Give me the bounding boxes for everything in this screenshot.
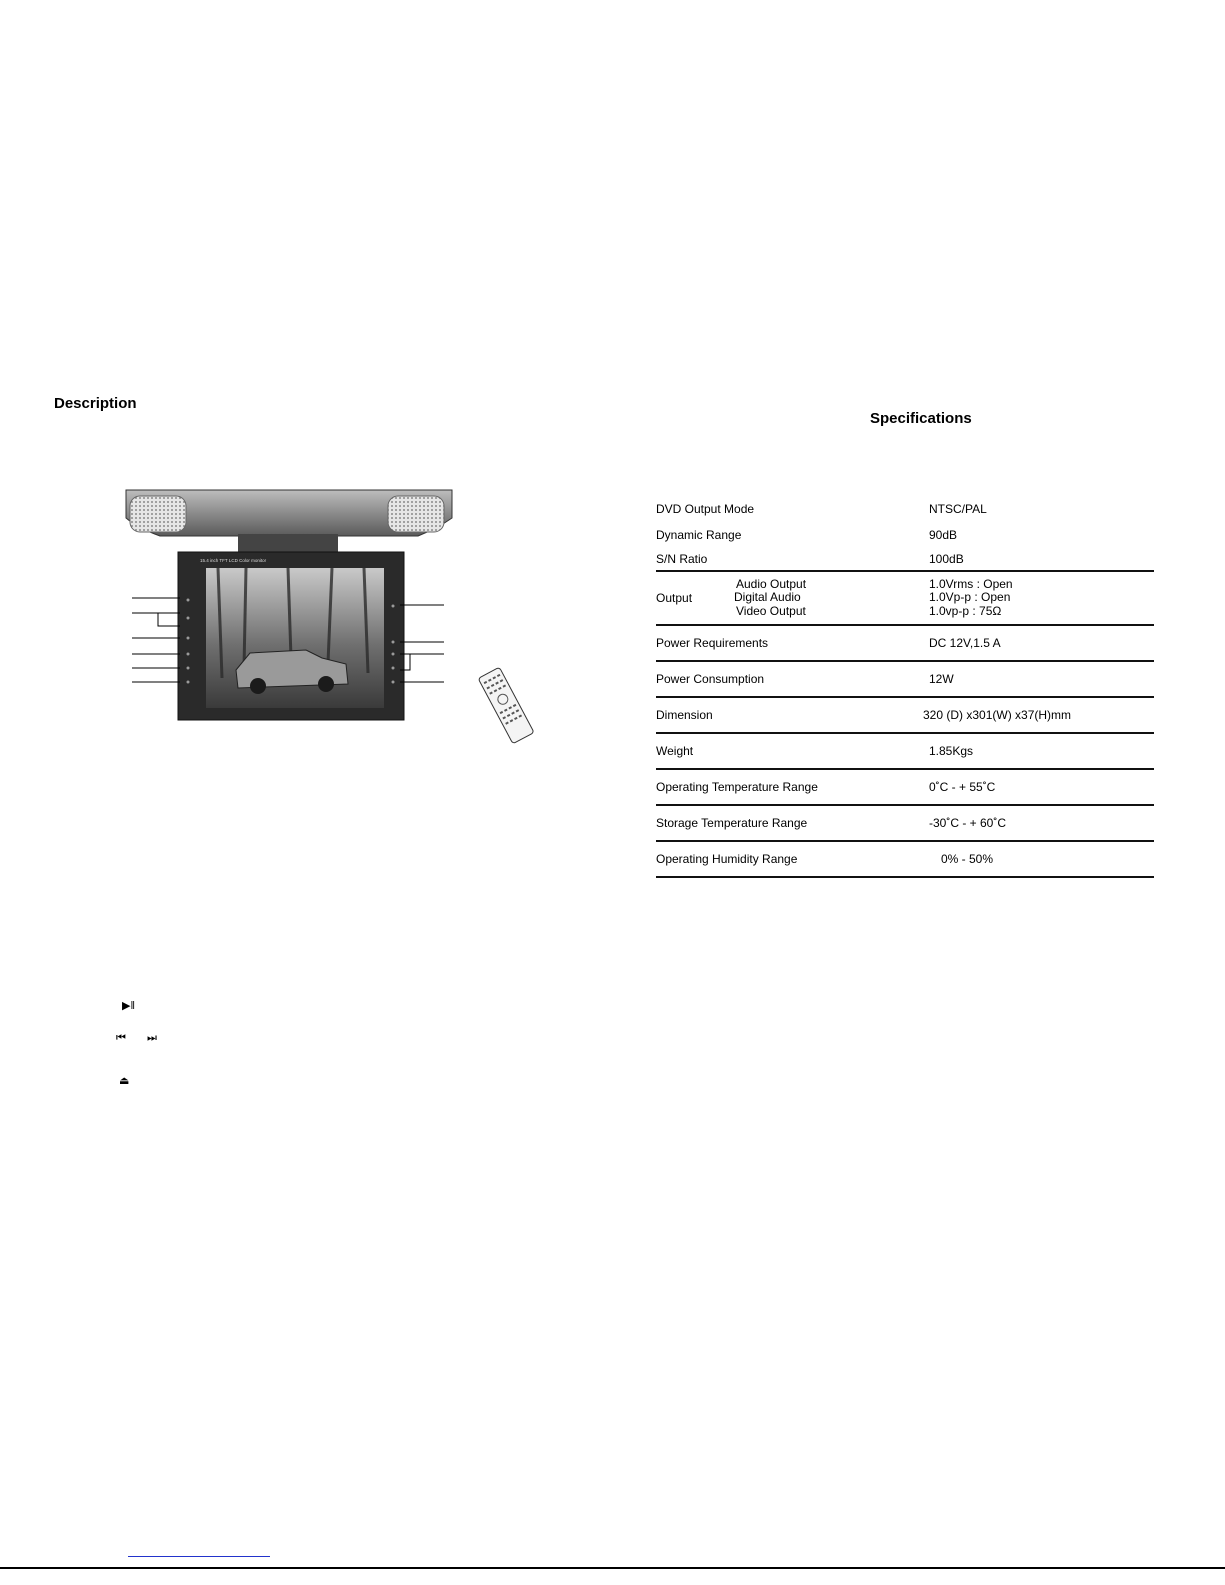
spec-row-power-consumption bbox=[656, 662, 1154, 698]
spec-row-weight bbox=[656, 734, 1154, 770]
spec-sublabel: Audio Output bbox=[736, 576, 807, 591]
spec-sublabel: Video Output bbox=[736, 603, 806, 618]
output-values bbox=[929, 572, 1154, 624]
spec-value: 1.0vp-p : 75Ω bbox=[929, 603, 1002, 618]
specifications-heading: Specifications bbox=[870, 410, 972, 427]
description-heading: Description bbox=[54, 395, 137, 412]
spec-row-storage-temperature bbox=[656, 806, 1154, 842]
spec-row-power-requirements bbox=[656, 626, 1154, 662]
spec-value: 90dB bbox=[929, 528, 958, 542]
spec-label: Operating Humidity Range bbox=[656, 852, 798, 866]
play-pause-icon: ▶‖ bbox=[122, 1000, 136, 1012]
spec-value: 12W bbox=[929, 672, 954, 686]
spec-value: 1.0Vrms : Open bbox=[929, 576, 1013, 591]
eject-icon: ⏏ bbox=[119, 1075, 130, 1087]
spec-row-sn-ratio bbox=[656, 548, 1154, 572]
footer-rule bbox=[0, 1567, 1225, 1569]
monitor-illustration bbox=[118, 488, 458, 730]
previous-track-icon: ⏮ bbox=[116, 1032, 126, 1044]
spec-label: Dynamic Range bbox=[656, 528, 742, 542]
left-dome-light bbox=[130, 496, 186, 532]
footer-link-underline bbox=[128, 1556, 270, 1557]
spec-label: DVD Output Mode bbox=[656, 502, 755, 516]
spec-value: 0% - 50% bbox=[941, 852, 994, 866]
spec-value: 1.85Kgs bbox=[929, 744, 974, 758]
next-track-icon: ⏭ bbox=[147, 1032, 157, 1044]
spec-value: 320 (D) x301(W) x37(H)mm bbox=[923, 708, 1072, 722]
left-callouts bbox=[132, 598, 180, 682]
spec-label: Dimension bbox=[656, 708, 713, 722]
spec-value: 1.0Vp-p : Open bbox=[929, 590, 1011, 605]
spec-label: Power Consumption bbox=[656, 672, 765, 686]
spec-row-dvd-output-mode bbox=[656, 496, 1154, 522]
spec-label: Output bbox=[656, 591, 693, 605]
monitor-screen bbox=[206, 568, 384, 708]
spec-label: Power Requirements bbox=[656, 636, 769, 650]
spec-value: DC 12V,1.5 A bbox=[929, 636, 1001, 650]
spec-sublabel: Digital Audio bbox=[734, 590, 801, 605]
output-sublabels bbox=[734, 572, 929, 624]
spec-label: S/N Ratio bbox=[656, 552, 708, 566]
spec-value: -30˚C - + 60˚C bbox=[929, 816, 1007, 830]
spec-label: Operating Temperature Range bbox=[656, 780, 818, 794]
spec-row-dynamic-range bbox=[656, 522, 1154, 548]
spec-value: NTSC/PAL bbox=[929, 502, 987, 516]
spec-row-operating-humidity bbox=[656, 842, 1154, 878]
spec-row-dimension bbox=[656, 698, 1154, 734]
spec-label: Storage Temperature Range bbox=[656, 816, 808, 830]
remote-control bbox=[472, 664, 542, 746]
spec-value: 100dB bbox=[929, 552, 964, 566]
spec-label: Weight bbox=[656, 744, 694, 758]
right-dome-light bbox=[388, 496, 444, 532]
spec-value: 0˚C - + 55˚C bbox=[929, 780, 996, 794]
right-callouts bbox=[400, 605, 444, 682]
spec-row-output bbox=[656, 572, 1154, 626]
spec-row-operating-temperature bbox=[656, 770, 1154, 806]
monitor-label: 15.4 inch TFT LCD Color monitor bbox=[200, 558, 267, 563]
specifications-table bbox=[656, 496, 1154, 878]
